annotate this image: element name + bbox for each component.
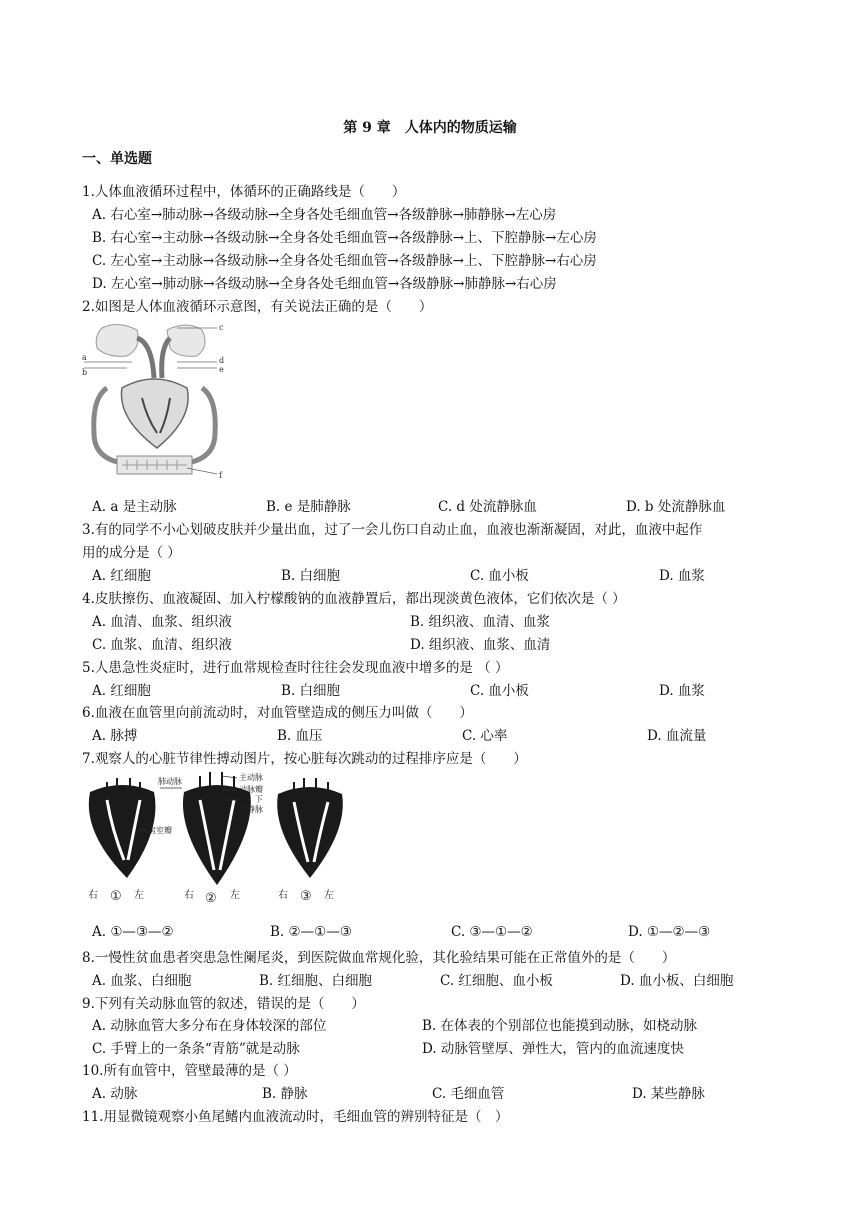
q7-option-b: B. ②—①—③ [270, 924, 352, 940]
q7-option-d: D. ①—②—③ [628, 924, 711, 940]
q5-option-d: D. 血浆 [659, 683, 705, 699]
label-num-2: ② [205, 891, 217, 906]
label-c: c [219, 323, 224, 332]
q7-option-a: A. ①—③—② [92, 924, 174, 940]
q10-option-a: A. 动脉 [92, 1086, 138, 1102]
label-pulmonary-artery: 肺动脉 [158, 777, 182, 786]
question-9-stem: 9.下列有关动脉血管的叙述，错误的是（ ） [82, 996, 365, 1012]
q6-option-c: C. 心率 [462, 728, 508, 744]
q5-option-b: B. 白细胞 [281, 683, 341, 699]
q9-option-c: C. 手臂上的一条条“青筋”就是动脉 [92, 1041, 300, 1057]
heart-cycle-diagram [82, 770, 352, 910]
label-av-valve: 房室瓣 [148, 826, 172, 835]
label-num-3: ③ [300, 889, 312, 904]
label-upper-lower: 上、下 [239, 795, 263, 804]
label-d: d [219, 356, 225, 365]
label-vena-cava: 腔静脉 [239, 805, 263, 814]
label-e: e [219, 365, 224, 374]
q3-option-c: C. 血小板 [470, 568, 529, 584]
question-8-stem: 8.一慢性贫血患者突患急性阑尾炎，到医院做血常规化验，其化验结果可能在正常值外的是（ ） [82, 950, 676, 966]
q3-option-a: A. 红细胞 [92, 568, 151, 584]
q2-option-b: B. e 是肺静脉 [266, 499, 351, 515]
q8-option-d: D. 血小板、白细胞 [620, 973, 734, 989]
q8-option-a: A. 血浆、白细胞 [92, 973, 192, 989]
question-4-stem: 4.皮肤擦伤、血液凝固、加入柠檬酸钠的血液静置后，都出现淡黄色液体，它们依次是（ ） [82, 591, 626, 607]
q1-option-d: D. 左心室→肺动脉→各级动脉→全身各处毛细血管→各级静脉→肺静脉→右心房 [92, 276, 557, 292]
q10-option-b: B. 静脉 [262, 1086, 308, 1102]
q1-option-b: B. 右心室→主动脉→各级动脉→全身各处毛细血管→各级静脉→上、下腔静脉→左心房 [92, 230, 597, 246]
label-num-1: ① [110, 889, 122, 904]
question-2-stem: 2.如图是人体血液循环示意图，有关说法正确的是（ ） [82, 299, 433, 315]
question-1-stem: 1.人体血液循环过程中，体循环的正确路线是（ ） [82, 184, 406, 200]
label-f: f [219, 471, 222, 480]
q3-option-d: D. 血浆 [659, 568, 705, 584]
q7-option-c: C. ③—①—② [451, 924, 533, 940]
q8-option-c: C. 红细胞、血小板 [440, 973, 553, 989]
q4-option-d: D. 组织液、血浆、血清 [410, 637, 551, 653]
label-b: b [82, 368, 88, 377]
question-3-stem-line1: 3.有的同学不小心划破皮肤并少量出血，过了一会儿伤口自动止血，血液也渐渐凝固，对此，血液中起作 [82, 522, 703, 538]
question-10-stem: 10.所有血管中，管壁最薄的是（ ） [82, 1063, 297, 1079]
question-5-stem: 5.人患急性炎症时，进行血常规检查时往往会发现血液中增多的是 （ ） [82, 660, 509, 676]
label-left-3: 左 [324, 890, 334, 901]
q5-option-c: C. 血小板 [470, 683, 529, 699]
label-left-1: 左 [134, 890, 144, 901]
label-arterial-valve: 动脉瓣 [239, 785, 263, 794]
label-right-2: 右 [184, 890, 194, 901]
question-11-stem: 11.用显微镜观察小鱼尾鳍内血液流动时，毛细血管的辨别特征是（ ） [82, 1109, 509, 1125]
label-right-3: 右 [278, 890, 288, 901]
question-6-stem: 6.血液在血管里向前流动时，对血管壁造成的侧压力叫做（ ） [82, 705, 473, 721]
q6-option-d: D. 血流量 [647, 728, 707, 744]
question-7-stem: 7.观察人的心脏节律性搏动图片，按心脏每次跳动的过程排序应是（ ） [82, 751, 527, 767]
q2-option-c: C. d 处流静脉血 [438, 499, 537, 515]
q2-option-d: D. b 处流静脉血 [626, 499, 726, 515]
blood-circulation-diagram [82, 318, 227, 483]
q9-option-a: A. 动脉血管大多分布在身体较深的部位 [92, 1018, 327, 1034]
q5-option-a: A. 红细胞 [92, 683, 151, 699]
q9-option-d: D. 动脉管壁厚、弹性大，管内的血流速度快 [422, 1041, 684, 1057]
label-right-1: 右 [88, 890, 98, 901]
q6-option-a: A. 脉搏 [92, 728, 138, 744]
question-3-stem-line2: 用的成分是（ ） [82, 545, 181, 561]
q10-option-c: C. 毛细血管 [432, 1086, 505, 1102]
q8-option-b: B. 红细胞、白细胞 [259, 973, 373, 989]
q4-option-b: B. 组织液、血清、血浆 [410, 614, 551, 630]
q2-option-a: A. a 是主动脉 [92, 499, 177, 515]
label-left-2: 左 [230, 890, 240, 901]
q6-option-b: B. 血压 [277, 728, 323, 744]
q10-option-d: D. 某些静脉 [632, 1086, 705, 1102]
section-heading: 一、单选题 [82, 151, 152, 167]
label-a: a [82, 353, 87, 362]
q4-option-a: A. 血清、血浆、组织液 [92, 614, 232, 630]
q3-option-b: B. 白细胞 [281, 568, 341, 584]
q9-option-b: B. 在体表的个别部位也能摸到动脉，如桡动脉 [422, 1018, 698, 1034]
label-aorta: 主动脉 [239, 773, 263, 782]
q1-option-c: C. 左心室→主动脉→各级动脉→全身各处毛细血管→各级静脉→上、下腔静脉→右心房 [92, 253, 597, 269]
q1-option-a: A. 右心室→肺动脉→各级动脉→全身各处毛细血管→各级静脉→肺静脉→左心房 [92, 207, 557, 223]
q4-option-c: C. 血浆、血清、组织液 [92, 637, 232, 653]
page-title: 第 9 章 人体内的物质运输 [343, 120, 517, 136]
